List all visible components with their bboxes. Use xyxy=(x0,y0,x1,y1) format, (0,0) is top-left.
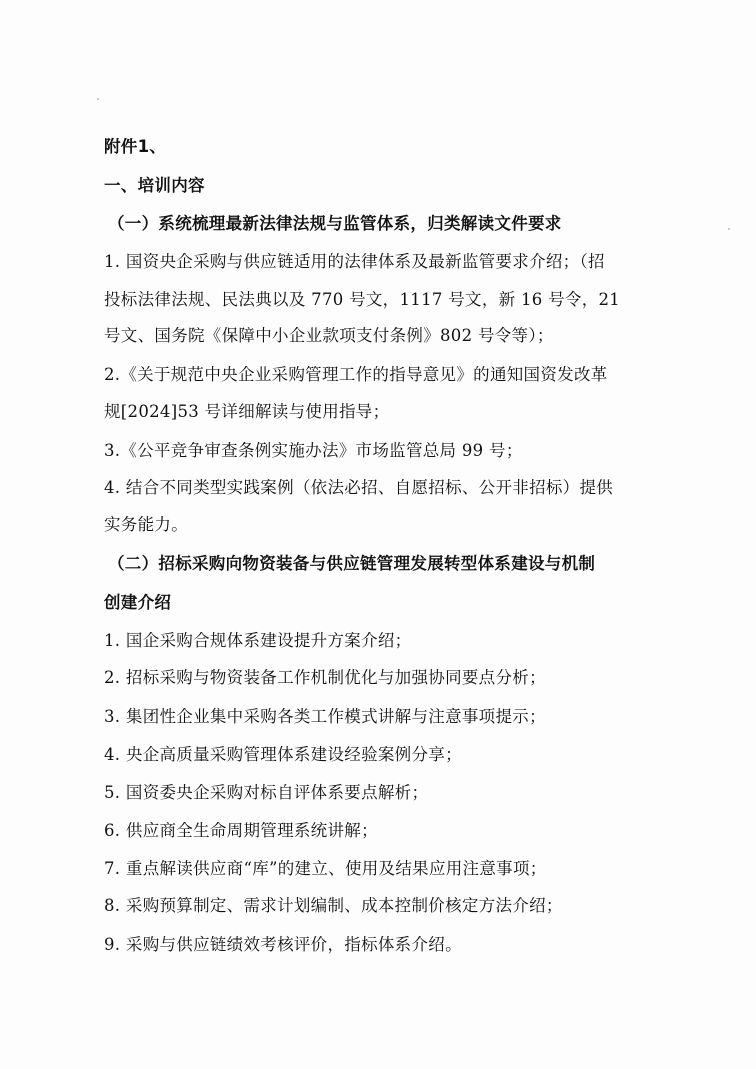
list-item: 投标法律法规、民法典以及 770 号文，1117 号文，新 16 号令，21 xyxy=(104,290,621,309)
list-item: 5. 国资委央企采购对标自评体系要点解析； xyxy=(104,783,429,802)
subsection-2-title-continued: 创建介绍 xyxy=(104,593,172,612)
list-item: 1. 国资央企采购与供应链适用的法律体系及最新监管要求介绍；（招 xyxy=(104,252,605,271)
subsection-2-title: （二）招标采购向物资装备与供应链管理发展转型体系建设与机制 xyxy=(108,554,596,573)
subsection-1-title: （一）系统梳理最新法律法规与监管体系，归类解读文件要求 xyxy=(108,214,562,233)
list-item: 4. 结合不同类型实践案例（依法必招、自愿招标、公开非招标）提供 xyxy=(104,478,614,497)
list-item: 2. 招标采购与物资装备工作机制优化与加强协同要点分析； xyxy=(104,668,546,687)
attachment-label: 附件1、 xyxy=(104,137,167,156)
list-item: 6. 供应商全生命周期管理系统讲解； xyxy=(104,821,378,840)
list-item: 实务能力。 xyxy=(104,515,188,534)
list-item: 4. 央企高质量采购管理体系建设经验案例分享； xyxy=(104,745,462,764)
scan-speck xyxy=(728,228,730,230)
list-item: 9. 采购与供应链绩效考核评价，指标体系介绍。 xyxy=(104,935,462,954)
list-item: 3.《公平竞争审查条例实施办法》市场监管总局 99 号； xyxy=(104,441,523,460)
list-item: 号文、国务院《保障中小企业款项支付条例》802 号令等）； xyxy=(104,326,554,345)
section-title: 一、培训内容 xyxy=(104,176,205,195)
list-item: 2.《关于规范中央企业采购管理工作的指导意见》的通知国资发改革 xyxy=(104,365,608,384)
list-item: 3. 集团性企业集中采购各类工作模式讲解与注意事项提示； xyxy=(104,707,546,726)
scan-speck xyxy=(97,98,99,100)
list-item: 1. 国企采购合规体系建设提升方案介绍； xyxy=(104,631,412,650)
list-item: 8. 采购预算制定、需求计划编制、成本控制价核定方法介绍； xyxy=(104,896,563,915)
list-item: 7. 重点解读供应商“库”的建立、使用及结果应用注意事项； xyxy=(104,859,547,878)
list-item: 规[2024]53 号详细解读与使用指导； xyxy=(104,402,390,421)
